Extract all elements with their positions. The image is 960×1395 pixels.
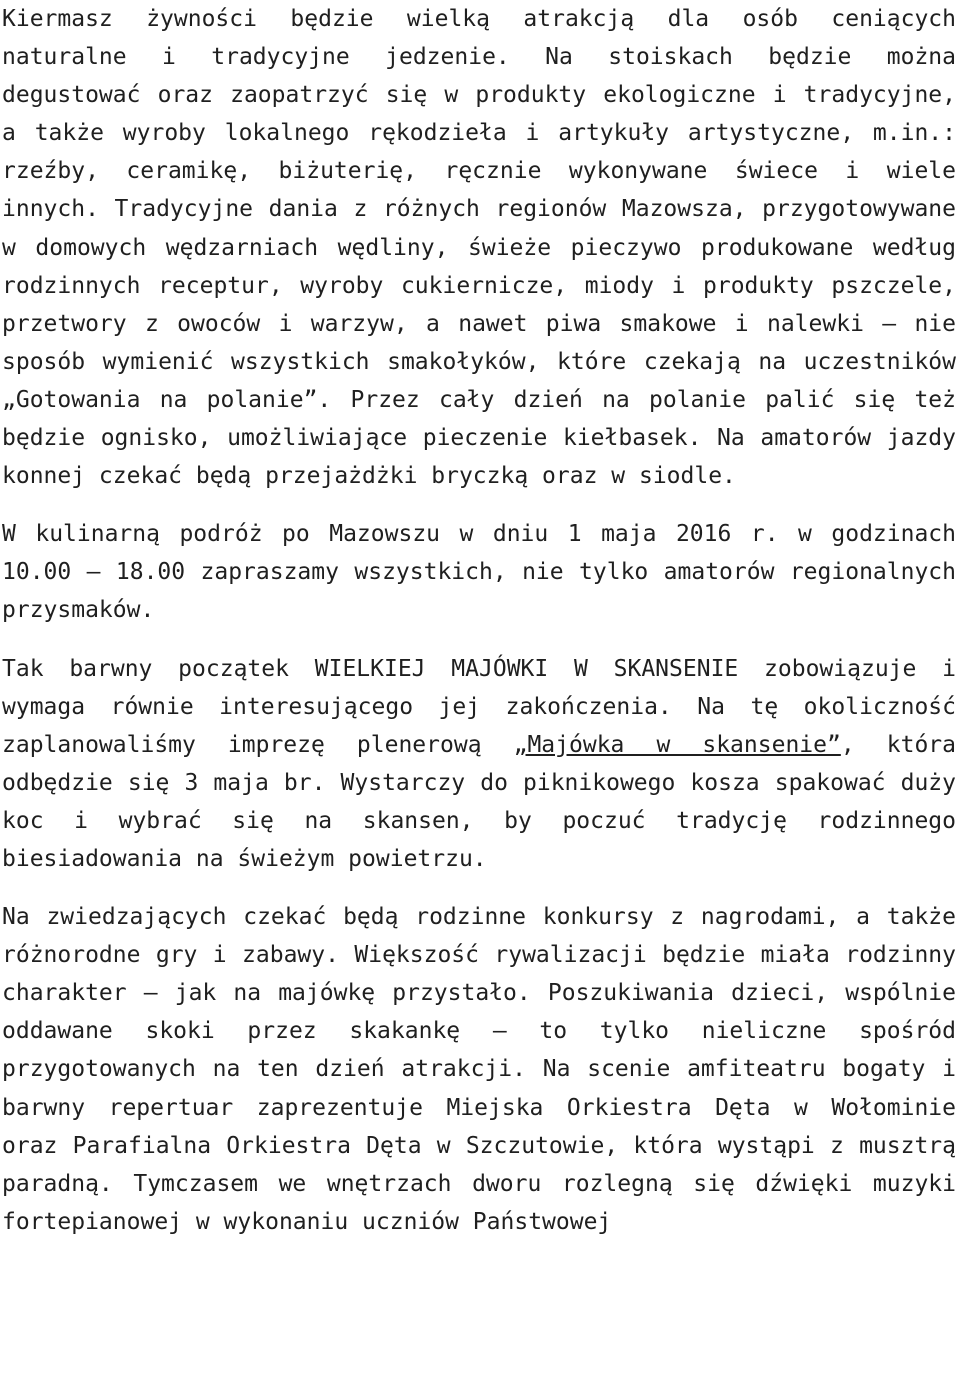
paragraph-majowka — [2, 650, 956, 879]
paragraph-majowka-text-end: , która odbędzie się 3 maja br. Wystarczy do piknikowego kosza spakować duży koc i wybrać się na skansen, by poczuć tradycję rodzinnego biesiadowania na świeżym powietrzu. — [2, 731, 956, 872]
majowka-event-link[interactable]: „Majówka w skansenie” — [513, 731, 841, 758]
paragraph-invitation: W kulinarną podróż po Mazowszu w dniu 1 maja 2016 r. w godzinach 10.00 – 18.00 zapraszamy wszystkich, nie tylko amatorów regionalnych przysmaków. — [2, 521, 956, 624]
paragraph-majowka-text-start: Tak barwny początek WIELKIEJ MAJÓWKI W SKANSENIE zobowiązuje i wymaga równie interesującego jej zakończenia. Na tę okoliczność zaplanowaliśmy imprezę plenerową — [2, 655, 956, 758]
paragraph-food-fair: Kiermasz żywności będzie wielką atrakcją dla osób ceniących naturalne i tradycyjne jedzenie. Na stoiskach będzie można degustować oraz zaopatrzyć się w produkty ekologiczne i tradycyjne, a także wyroby lokalnego rękodzieła i artykuły artystyczne, m.in.: rzeźby, ceramikę, biżuterię, ręcznie wykonywane świece i wiele innych. Tradycyjne dania z różnych regionów Mazowsza, przygotowywane w domowych wędzarniach wędliny, świeże pieczywo produkowane według rodzinnych receptur, wyroby cukiernicze, miody i produkty pszczele, przetwory z owoców i warzyw, a nawet piwa smakowe i nalewki – nie sposób wymienić wszystkich smakołyków, które czekają na uczestników „Gotowania na polanie”. Przez cały dzień na polanie palić się też będzie ognisko, umożliwiające pieczenie kiełbasek. Na amatorów jazdy konnej czekać będą przejażdżki bryczką oraz w siodle. — [2, 6, 956, 490]
paragraph-attractions: Na zwiedzających czekać będą rodzinne konkursy z nagrodami, a także różnorodne gry i zabawy. Większość rywalizacji będzie miała rodzinny charakter – jak na majówkę przystało. Poszukiwania dzieci, wspólnie oddawane skoki przez skakankę – to tylko nieliczne spośród przygotowanych na ten dzień atrakcji. Na scenie amfiteatru bogaty i barwny repertuar zaprezentuje Miejska Orkiestra Dęta w Wołominie oraz Parafialna Orkiestra Dęta w Szczutowie, która wystąpi z musztrą paradną. Tymczasem we wnętrzach dworu rozlegną się dźwięki muzyki fortepianowej w wykonaniu uczniów Państwowej — [2, 904, 956, 1235]
